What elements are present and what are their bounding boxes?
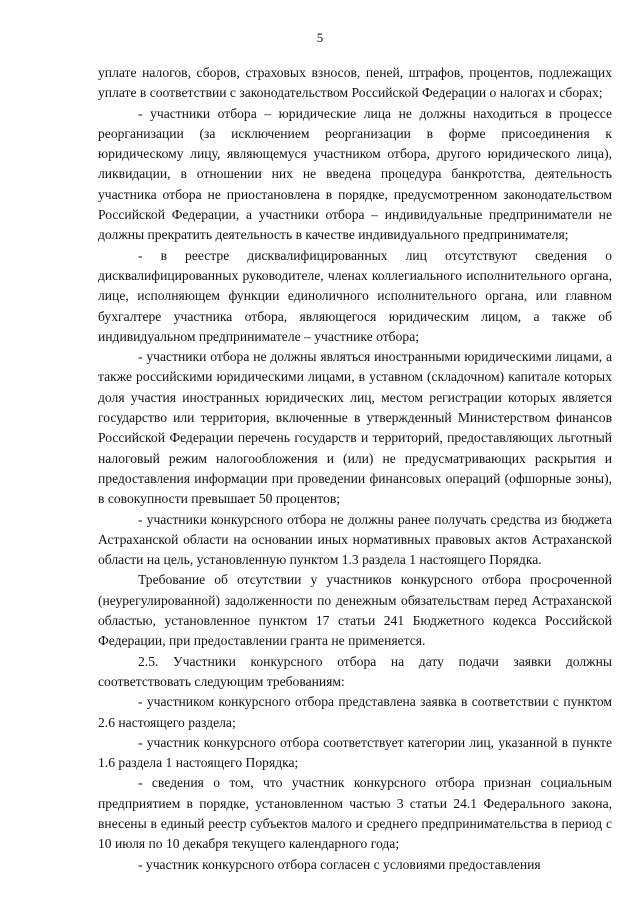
paragraph-category-match: - участник конкурсного отбора соответствует категории лиц, указанной в пункте 1.6 раздела 1 настоящего Порядка; (98, 734, 612, 771)
paragraph-conditions-agreement: - участник конкурсного отбора согласен с условиями предоставления (138, 856, 541, 872)
paragraph-budget-funds: - участники конкурсного отбора не должны ранее получать средства из бюджета Астраханской области на основании иных нормативных правовых актов Астраханской области на цель, установленную пунктом 1.3 раздела 1 настоящего Порядка. (98, 511, 612, 568)
paragraph-tax-continuation: уплате налогов, сборов, страховых взносов, пеней, штрафов, процентов, подлежащих уплате в соответствии с законодательством Российской Федерации о налогах и сборах; (98, 65, 612, 101)
paragraph-reorganization: - участники отбора – юридические лица не должны находиться в процессе реорганизации (за исключением реорганизации в форме присоединения к юридическому лицу, являющемуся участником отбора, другого юридического лица), ликвидации, в отношении них не введена процедура банкротства, деятельность участника отбора не приостановлена в порядке, предусмотренном законодательством Российской Федерации, а участники отбора – индивидуальные предприниматели не должны прекратить деятельность в качестве индивидуального предпринимателя; (98, 105, 612, 243)
paragraph-disqualified-registry: - в реестре дисквалифицированных лиц отсутствуют сведения о дисквалифицированных руководителе, членах коллегиального исполнительного органа, лице, исполняющем функции единоличного исполнительного органа, или главном бухгалтере участника отбора, являющегося юридическим лицом, а также об индивидуальном предпринимателе – участнике отбора; (98, 247, 612, 344)
paragraph-social-enterprise: - сведения о том, что участник конкурсного отбора признан социальным предприятием в порядке, установленном частью 3 статьи 24.1 Федерального закона, внесены в единый реестр субъектов малого и среднего предпринимательства в период с 10 июля по 10 декабря текущего календарного года; (98, 775, 612, 852)
page-number: 5 (316, 30, 324, 45)
paragraph-debt-requirement: Требование об отсутствии у участников конкурсного отбора просроченной (неурегулированной) задолженности по денежным обязательствам перед Астраханской областью, установленное пунктом 17 статьи 241 Бюджетного кодекса Российской Федерации, при предоставлении гранта не применяется. (98, 572, 612, 649)
paragraph-application-submitted: - участником конкурсного отбора представлена заявка в соответствии с пунктом 2.6 настоящего раздела; (98, 694, 612, 730)
paragraph-foreign-entities: - участники отбора не должны являться иностранными юридическими лицами, а также российскими юридическими лицами, в уставном (складочном) капитале которых доля участия иностранных юридических лиц, местом регистрации которых является государство или территория, включенные в утвержденный Министерством финансов Российской Федерации перечень государств и территорий, предоставляющих льготный налоговый режим налогообложения и (или) не предусматривающих раскрытия и предоставления информации при проведении финансовых операций (офшорные зоны), в совокупности превышает 50 процентов; (98, 349, 612, 507)
paragraph-section-2-5: 2.5. Участники конкурсного отбора на дату подачи заявки должны соответствовать следующим требованиям: (98, 653, 612, 689)
document-body (98, 63, 612, 875)
